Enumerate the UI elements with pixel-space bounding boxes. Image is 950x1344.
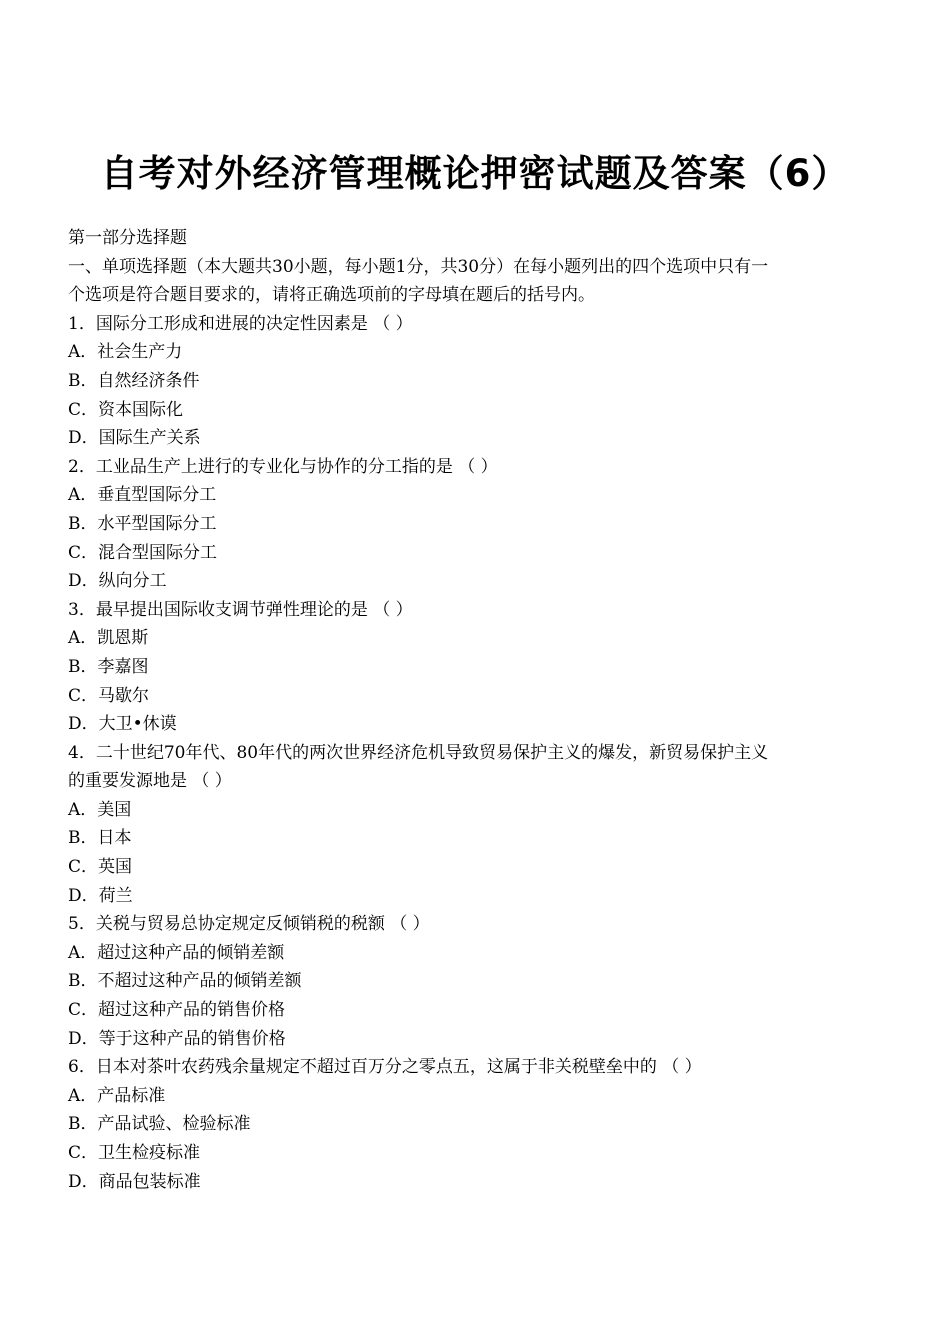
answer-option: C．资本国际化 xyxy=(68,399,184,420)
answer-option: A．美国 xyxy=(68,799,132,820)
question-stem: 1．国际分工形成和进展的决定性因素是 （ ） xyxy=(68,313,413,334)
answer-option: D．大卫•休谟 xyxy=(68,714,177,735)
question-stem: 4．二十世纪70年代、80年代的两次世界经济危机导致贸易保护主义的爆发，新贸易保护主义 xyxy=(68,742,769,763)
question-stem: 3．最早提出国际收支调节弹性理论的是 （ ） xyxy=(68,599,413,620)
instruction-line: 一、单项选择题（本大题共30小题，每小题1分，共30分）在每小题列出的四个选项中只有一 xyxy=(68,256,769,277)
question-stem: 2．工业品生产上进行的专业化与协作的分工指的是 （ ） xyxy=(68,456,498,477)
answer-option: B．产品试验、检验标准 xyxy=(68,1114,251,1135)
answer-option: C．英国 xyxy=(68,857,133,878)
part-heading: 第一部分选择题 xyxy=(68,228,187,248)
answer-option: C．马歇尔 xyxy=(68,685,150,706)
answer-option: C．卫生检疫标准 xyxy=(68,1143,201,1163)
instruction-line: 个选项是符合题目要求的，请将正确选项前的字母填在题后的括号内。 xyxy=(68,285,595,306)
answer-option: D．商品包装标准 xyxy=(68,1171,201,1192)
answer-option: D．荷兰 xyxy=(68,885,133,906)
answer-option: B．日本 xyxy=(68,828,132,849)
answer-option: C．混合型国际分工 xyxy=(68,542,218,563)
answer-option: A．凯恩斯 xyxy=(68,628,149,649)
answer-option: A．垂直型国际分工 xyxy=(68,485,217,506)
document-title: 自考对外经济管理概论押密试题及答案（6） xyxy=(100,152,850,195)
answer-option: A．产品标准 xyxy=(68,1085,166,1106)
answer-option: B．李嘉图 xyxy=(68,656,149,677)
answer-option: A．社会生产力 xyxy=(68,342,183,363)
answer-option: C．超过这种产品的销售价格 xyxy=(68,1000,286,1021)
answer-option: B．水平型国际分工 xyxy=(68,513,217,534)
answer-option: A．超过这种产品的倾销差额 xyxy=(68,942,285,963)
answer-option: D．纵向分工 xyxy=(68,571,167,592)
answer-option: D．等于这种产品的销售价格 xyxy=(68,1028,286,1049)
answer-option: B．不超过这种产品的倾销差额 xyxy=(68,971,302,992)
answer-option: D．国际生产关系 xyxy=(68,428,201,449)
question-stem: 5．关税与贸易总协定规定反倾销税的税额 （ ） xyxy=(68,914,430,935)
document-body xyxy=(68,224,880,1196)
answer-option: B．自然经济条件 xyxy=(68,370,200,391)
question-stem: 6．日本对茶叶农药残余量规定不超过百万分之零点五，这属于非关税壁垒中的 （ ） xyxy=(68,1057,702,1078)
question-stem-continuation: 的重要发源地是 （ ） xyxy=(68,771,232,792)
